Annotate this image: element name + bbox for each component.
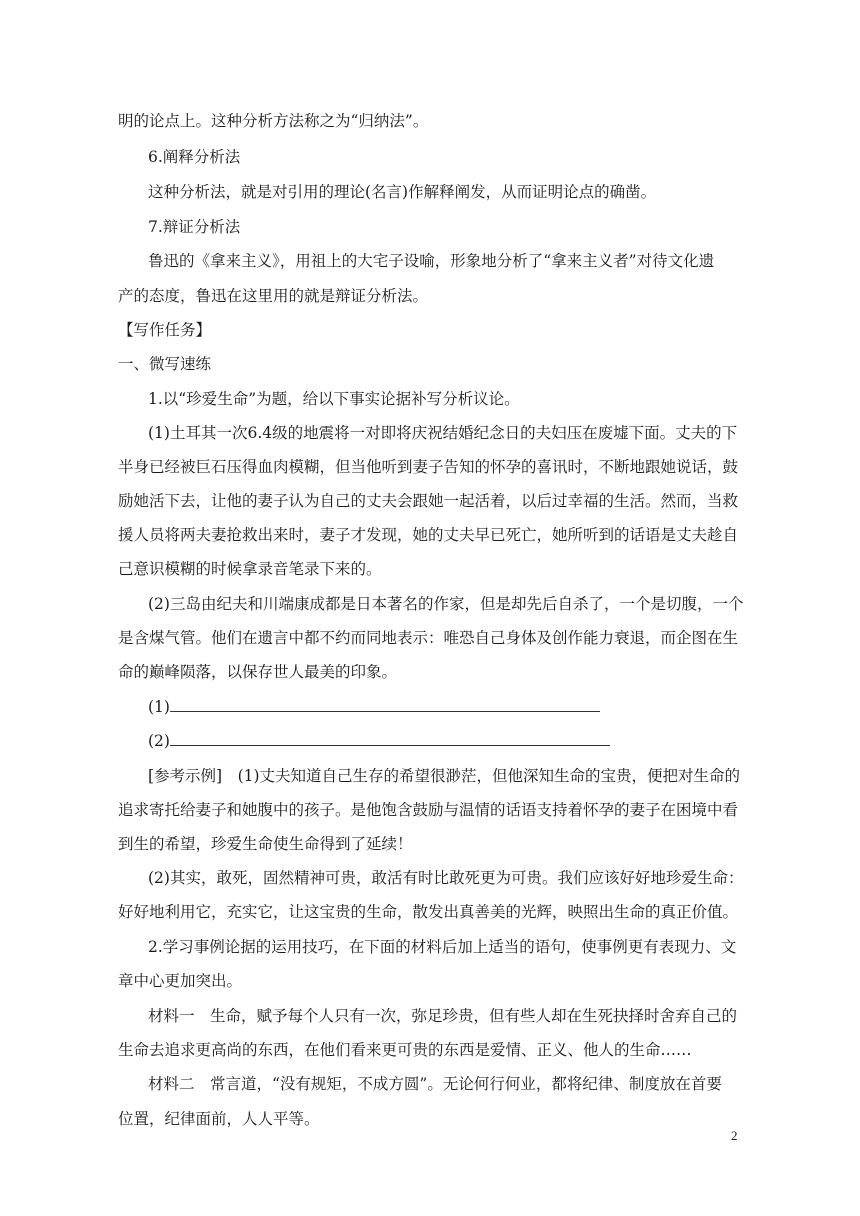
reference-example: [参考示例] (1)丈夫知道自己生存的希望很渺茫，但他深知生命的宝贵，便把对生命的 (148, 767, 741, 785)
answer-blank-line (170, 696, 600, 712)
material-two: 材料二 常言道，“没有规矩，不成方圆”。无论何行何业，都将纪律、制度放在首要 (148, 1075, 722, 1093)
text-line: 明的论点上。这种分析方法称之为“归纳法”。 (118, 112, 429, 130)
text-line: (1)土耳其一次6.4级的地震将一对即将庆祝结婚纪念日的夫妇压在废墟下面。丈夫的下 (148, 424, 738, 442)
section-heading: 6.阐释分析法 (148, 148, 241, 166)
section-heading: 7.辩证分析法 (148, 218, 241, 236)
answer-blank-line (170, 730, 610, 746)
section-heading: 【写作任务】 (118, 321, 212, 339)
text-line: 到生的希望，珍爱生命使生命得到了延续！ (118, 835, 413, 853)
text-line: 好好地利用它，充实它，让这宝贵的生命，散发出真善美的光辉，映照出生命的真正价值。 (118, 903, 739, 921)
text-line: 命的巅峰陨落，以保存世人最美的印象。 (118, 663, 398, 681)
text-line: 半身已经被巨石压得血肉模糊，但当他听到妻子告知的怀孕的喜讯时，不断地跟她说话，鼓 (118, 458, 739, 476)
page-number: 2 (731, 1128, 738, 1143)
answer-blank-2 (148, 730, 610, 752)
answer-blank-1 (148, 696, 600, 718)
text-line: 己意识模糊的时候拿录音笔录下来的。 (118, 560, 382, 578)
text-line: 援人员将两夫妻抢救出来时，妻子才发现，她的丈夫早已死亡，她所听到的话语是丈夫趁自 (118, 526, 739, 544)
text-line: 章中心更加突出。 (118, 972, 243, 990)
text-line: 励她活下去，让他的妻子认为自己的丈夫会跟她一起活着，以后过幸福的生活。然而，当救 (118, 492, 739, 510)
text-line: 鲁迅的《拿来主义》，用祖上的大宅子设喻，形象地分析了“拿来主义者”对待文化遗 (148, 252, 715, 270)
text-line: 位置，纪律面前，人人平等。 (118, 1110, 320, 1128)
text-line: (2)三岛由纪夫和川端康成都是日本著名的作家，但是却先后自杀了，一个是切腹，一个 (148, 595, 744, 613)
task-prompt: 2.学习事例论据的运用技巧，在下面的材料后加上适当的语句，使事例更有表现力、文 (148, 938, 737, 956)
section-heading: 一、微写速练 (118, 355, 212, 373)
answer-blank-label: (2) (148, 732, 170, 750)
text-line: (2)其实，敢死，固然精神可贵，敢活有时比敢死更为可贵。我们应该好好地珍爱生命： (148, 869, 744, 887)
material-one: 材料一 生命，赋予每个人只有一次，弥足珍贵，但有些人却在生死抉择时舍弃自己的 (148, 1007, 738, 1025)
text-line: 追求寄托给妻子和她腹中的孩子。是他饱含鼓励与温情的话语支持着怀孕的妻子在困境中看 (118, 801, 739, 819)
answer-blank-label: (1) (148, 698, 170, 716)
text-line: 产的态度，鲁迅在这里用的就是辩证分析法。 (118, 287, 429, 305)
text-line: 生命去追求更高尚的东西，在他们看来更可贵的东西是爱情、正义、他人的生命…… (118, 1041, 692, 1059)
text-line: 是含煤气管。他们在遗言中都不约而同地表示：唯恐自己身体及创作能力衰退，而企图在生 (118, 629, 739, 647)
text-line: 这种分析法，就是对引用的理论(名言)作解释阐发，从而证明论点的确凿。 (148, 183, 657, 201)
task-prompt: 1.以“珍爱生命”为题，给以下事实论据补写分析议论。 (148, 390, 520, 408)
